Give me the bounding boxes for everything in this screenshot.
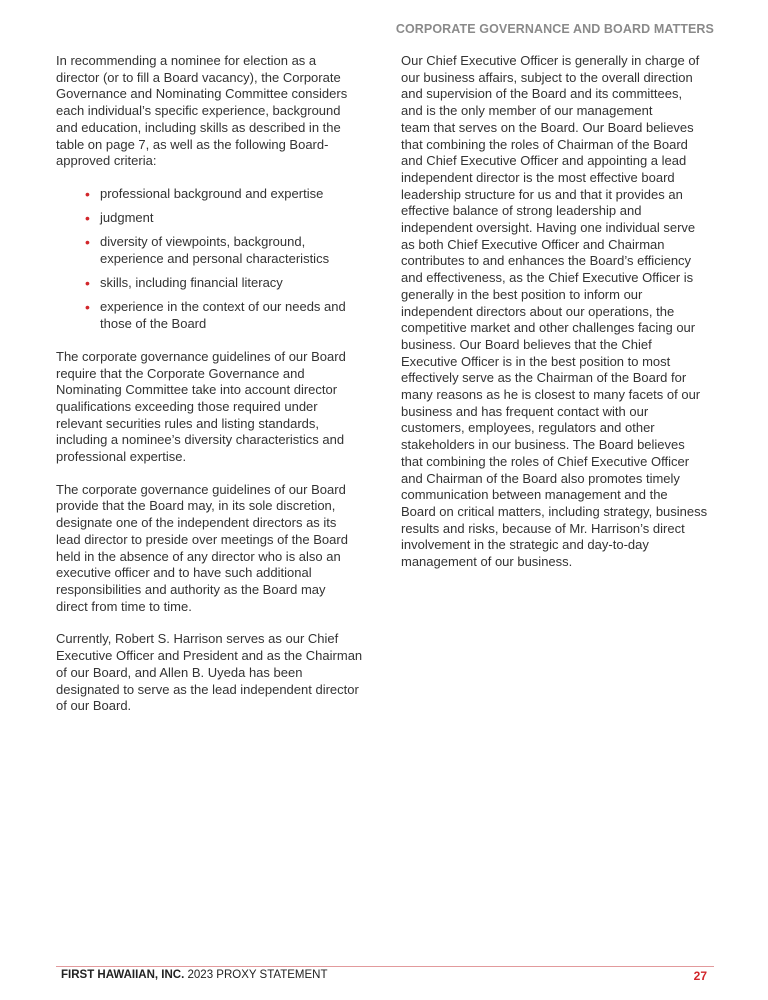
text-line: contributes to and enhances the Board’s efficiency bbox=[401, 253, 692, 269]
text-line: independent oversight. Having one individual serve bbox=[401, 220, 696, 236]
text-line: experience and personal characteristics bbox=[100, 251, 330, 267]
text-line: effective balance of strong leadership and bbox=[401, 203, 642, 219]
text-line: as both Chief Executive Officer and Chairman bbox=[401, 236, 665, 252]
text-line: results and risks, because of Mr. Harrison’s direct bbox=[401, 520, 685, 536]
text-line: business and has frequent contact with our bbox=[401, 403, 649, 419]
list-item bbox=[56, 275, 374, 292]
text-line: experience in the context of our needs and bbox=[100, 299, 346, 315]
text-line: professional expertise. bbox=[56, 449, 187, 465]
text-line: of our Board. bbox=[56, 698, 132, 714]
text-line: including a nominee’s diversity characteristics and bbox=[56, 432, 345, 448]
text-line: our business affairs, subject to the overall direction bbox=[401, 69, 693, 85]
list-item bbox=[56, 210, 374, 227]
paragraph bbox=[56, 482, 374, 616]
text-line: require that the Corporate Governance and bbox=[56, 365, 305, 381]
text-line: diversity of viewpoints, background, bbox=[100, 234, 306, 250]
text-line: qualifications exceeding those required under bbox=[56, 398, 318, 414]
text-line: professional background and expertise bbox=[100, 185, 324, 201]
text-line: Our Chief Executive Officer is generally in charge of bbox=[401, 53, 700, 68]
footer-doc: 2023 PROXY STATEMENT bbox=[184, 969, 328, 981]
text-line: team that serves on the Board. Our Board believes bbox=[401, 119, 694, 135]
text-line: The corporate governance guidelines of our Board bbox=[56, 348, 346, 364]
text-line: provide that the Board may, in its sole discretion, bbox=[56, 498, 336, 514]
text-line: and Chief Executive Officer and appointing a lead bbox=[401, 153, 687, 169]
text-line: In recommending a nominee for election as a bbox=[56, 53, 317, 68]
text-line: approved criteria: bbox=[56, 153, 157, 169]
text-line: customers, employees, regulators and other bbox=[401, 420, 655, 436]
text-line: stakeholders in our business. The Board believes bbox=[401, 437, 685, 453]
paragraph bbox=[56, 349, 374, 466]
paragraph bbox=[56, 53, 374, 170]
text-line: lead director to preside over meetings of the Board bbox=[56, 531, 348, 547]
text-line: each individual’s specific experience, background bbox=[56, 103, 341, 119]
right-column bbox=[401, 53, 717, 587]
criteria-list bbox=[56, 186, 374, 333]
text-line: Governance and Nominating Committee considers bbox=[56, 86, 348, 102]
footer-title bbox=[61, 969, 327, 981]
text-line: and education, including skills as described in the bbox=[56, 119, 341, 135]
text-line: leadership structure for us and that it provides an bbox=[401, 186, 683, 202]
list-item bbox=[56, 186, 374, 203]
list-item bbox=[56, 299, 374, 332]
left-column bbox=[56, 53, 374, 731]
paragraph bbox=[56, 631, 374, 715]
text-line: management of our business. bbox=[401, 554, 573, 570]
footer-company: FIRST HAWAIIAN, INC. bbox=[61, 969, 185, 981]
text-line: and supervision of the Board and its committees, bbox=[401, 86, 683, 102]
text-line: Board on critical matters, including strategy, business bbox=[401, 503, 708, 519]
text-line: relevant securities rules and listing standards, bbox=[56, 415, 320, 431]
text-line: executive officer and to have such additional bbox=[56, 565, 312, 581]
text-line: independent directors about our operations, the bbox=[401, 303, 675, 319]
page-number: 27 bbox=[693, 969, 707, 983]
footer-divider bbox=[56, 966, 714, 967]
text-line: table on page 7, as well as the following Board- bbox=[56, 136, 329, 152]
bullet-icon: • bbox=[85, 275, 90, 292]
bullet-icon: • bbox=[85, 299, 90, 316]
text-line: held in the absence of any director who is also an bbox=[56, 548, 341, 564]
text-line: designated to serve as the lead independent director bbox=[56, 681, 359, 697]
text-line: Nominating Committee take into account director bbox=[56, 382, 338, 398]
text-line: competitive market and other challenges facing our bbox=[401, 320, 696, 336]
paragraph bbox=[401, 53, 717, 571]
text-line: that combining the roles of Chief Executive Officer bbox=[401, 453, 690, 469]
text-line: independent director is the most effective board bbox=[401, 169, 675, 185]
text-line: Currently, Robert S. Harrison serves as our Chief bbox=[56, 631, 339, 647]
text-line: business. Our Board believes that the Chief bbox=[401, 336, 652, 352]
text-line: designate one of the independent directors as its bbox=[56, 515, 337, 531]
list-item bbox=[56, 234, 374, 267]
text-line: The corporate governance guidelines of our Board bbox=[56, 481, 346, 497]
section-header: CORPORATE GOVERNANCE AND BOARD MATTERS bbox=[395, 22, 714, 36]
text-line: involvement in the strategic and day-to-day bbox=[401, 537, 649, 553]
text-line: those of the Board bbox=[100, 316, 207, 332]
text-line: generally in the best position to inform our bbox=[401, 286, 643, 302]
bullet-icon: • bbox=[85, 210, 90, 227]
text-line: that combining the roles of Chairman of the Board bbox=[401, 136, 688, 152]
text-line: and Chairman of the Board also promotes timely bbox=[401, 470, 680, 486]
text-line: director (or to fill a Board vacancy), the Corporate bbox=[56, 69, 341, 85]
bullet-icon: • bbox=[85, 234, 90, 251]
text-line: of our Board, and Allen B. Uyeda has been bbox=[56, 664, 303, 680]
text-line: many reasons as he is closest to many facets of our bbox=[401, 387, 701, 403]
text-line: skills, including financial literacy bbox=[100, 275, 283, 291]
text-line: Executive Officer is in the best position to most bbox=[401, 353, 671, 369]
text-line: Executive Officer and President and as the Chairman bbox=[56, 648, 363, 664]
text-line: and is the only member of our management bbox=[401, 103, 653, 119]
text-line: responsibilities and authority as the Board may bbox=[56, 581, 326, 597]
text-line: direct from time to time. bbox=[56, 598, 192, 614]
text-line: and effectiveness, as the Chief Executive Officer is bbox=[401, 270, 694, 286]
text-line: communication between management and the bbox=[401, 487, 668, 503]
text-line: judgment bbox=[100, 210, 154, 226]
bullet-icon: • bbox=[85, 185, 90, 202]
text-line: effectively serve as the Chairman of the Board for bbox=[401, 370, 687, 386]
